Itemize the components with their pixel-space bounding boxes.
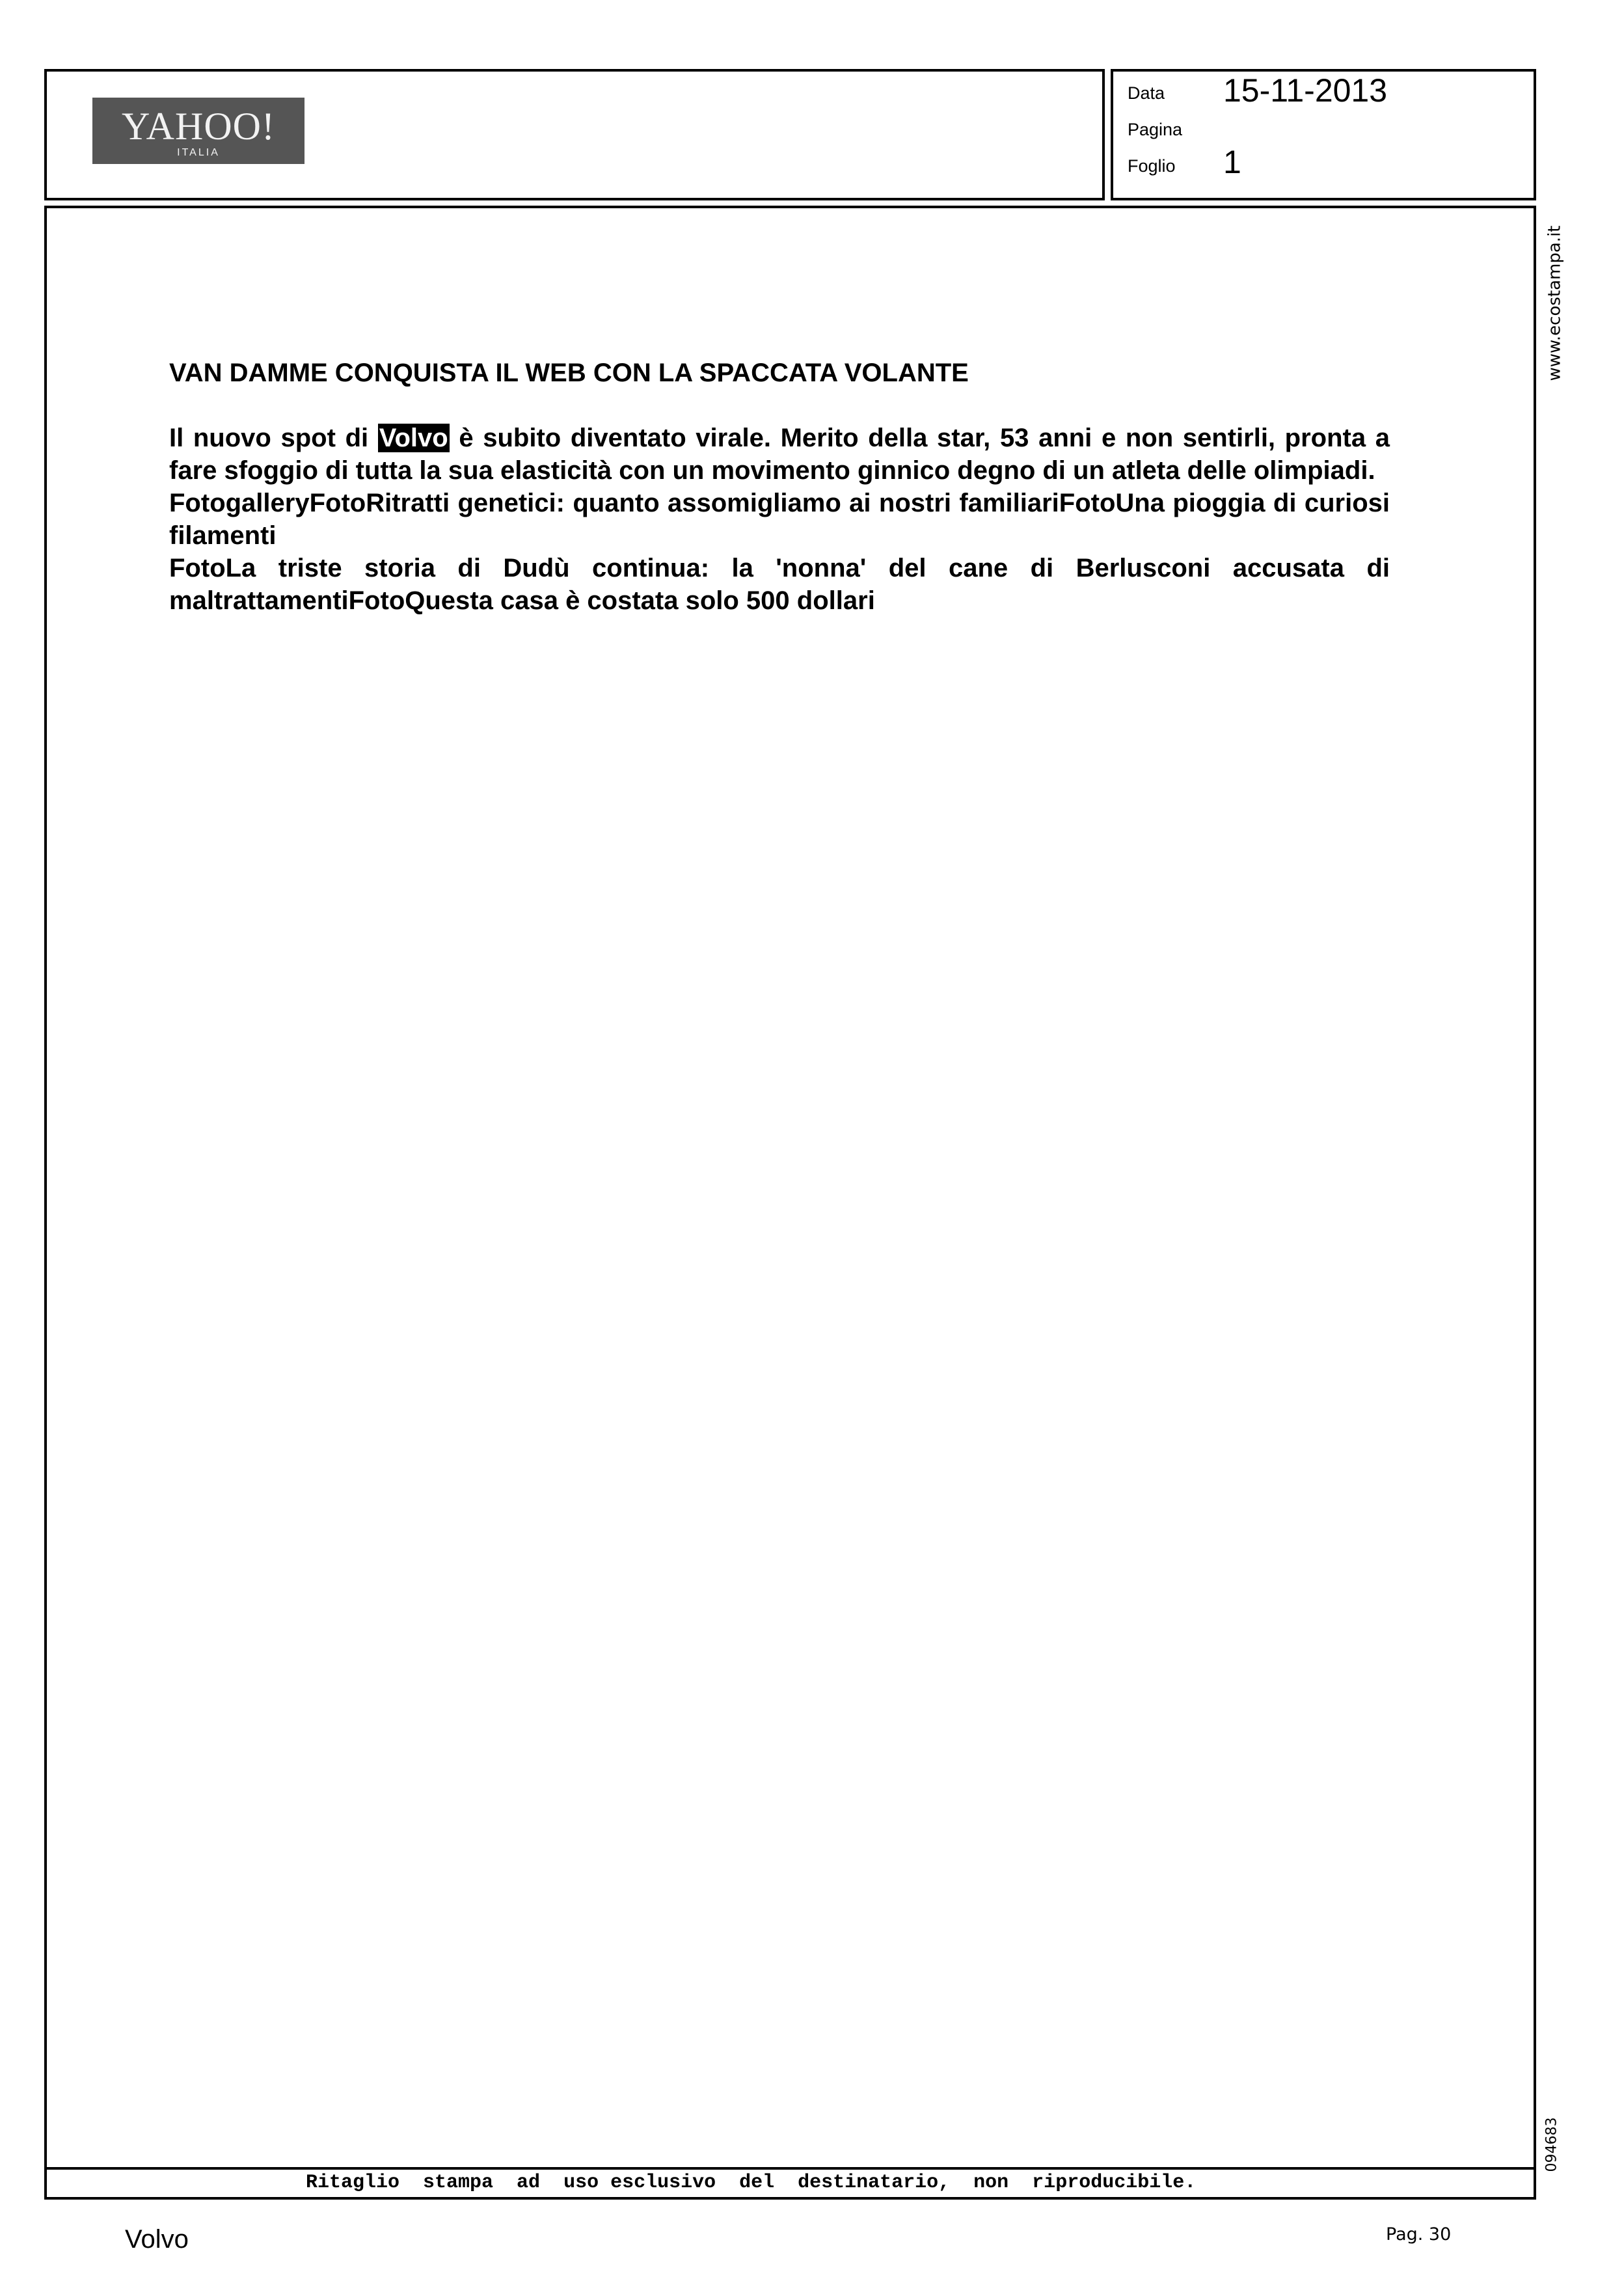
- pagina-label: Pagina: [1128, 120, 1183, 139]
- foglio-value: 1: [1223, 144, 1241, 180]
- paragraph-1-start: Il nuovo spot di: [169, 424, 378, 452]
- yahoo-italia-logo: [92, 98, 304, 164]
- data-value: 15-11-2013: [1223, 72, 1388, 109]
- ecostampa-website-vertical: [1539, 219, 1570, 388]
- page-number: Pag. 30: [1386, 2224, 1452, 2245]
- website-text: www.ecostampa.it: [1545, 225, 1564, 381]
- document-code-vertical: [1539, 2108, 1565, 2180]
- article-body: [169, 422, 1390, 617]
- article-paragraph-3: FotoLa triste storia di Dudù continua: la 'nonna' del cane di Berlusconi accusata di maltrattamentiFotoQuesta casa è costata solo 500 dollari: [169, 554, 1390, 615]
- foglio-label: Foglio: [1128, 156, 1176, 176]
- logo-wordmark: YAHOO!: [122, 105, 275, 148]
- logo-subtitle: ITALIA: [177, 147, 220, 158]
- article-paragraph-2: FotogalleryFotoRitratti genetici: quanto assomigliamo ai nostri familiariFotoUna pioggia di curiosi filamenti: [169, 489, 1390, 550]
- document-code: 094683: [1543, 2117, 1560, 2172]
- article-paragraph-1: [169, 422, 1390, 487]
- article-headline: VAN DAMME CONQUISTA IL WEB CON LA SPACCATA VOLANTE: [169, 359, 969, 387]
- client-name: Volvo: [125, 2225, 189, 2254]
- reproduction-notice: Ritaglio stampa ad uso esclusivo del destinatario, non riproducibile.: [306, 2172, 1197, 2194]
- paragraph-1-end: è subito diventato virale. Merito della star, 53 anni e non sentirli, pronta a fare sfoggio di tutta la sua elasticità con un movimento ginnico degno di un atleta delle olimpiadi.: [169, 424, 1390, 485]
- highlighted-keyword: Volvo: [379, 424, 448, 452]
- data-label: Data: [1128, 83, 1165, 103]
